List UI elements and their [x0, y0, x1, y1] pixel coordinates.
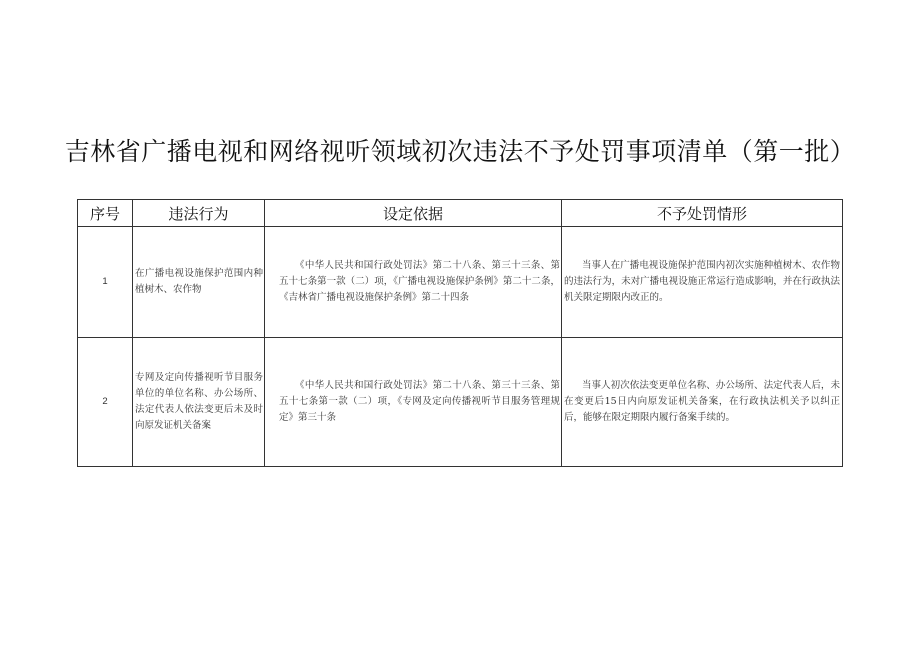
header-act: 违法行为 — [133, 200, 265, 227]
penalty-exemption-table — [77, 199, 843, 467]
page-title: 吉林省广播电视和网络视听领域初次违法不予处罚事项清单（第一批） — [64, 137, 856, 166]
row-situation-cell — [562, 338, 843, 467]
row-seq: 2 — [78, 338, 133, 467]
row-basis: 《中华人民共和国行政处罚法》第二十八条、第三十三条、第五十七条第一款（二）项，《广播电视设施保护条例》第二十二条，《吉林省广播电视设施保护条例》第二十四条 — [279, 260, 560, 303]
header-basis: 设定依据 — [265, 200, 562, 227]
row-situation-cell — [562, 227, 843, 338]
row-seq: 1 — [78, 227, 133, 338]
table-row — [78, 227, 843, 338]
row-basis-cell — [265, 338, 562, 467]
table-header-row — [78, 200, 843, 227]
table-row — [78, 338, 843, 467]
header-seq: 序号 — [78, 200, 133, 227]
row-act: 专网及定向传播视听节目服务单位的单位名称、办公场所、法定代表人依法变更后未及时向原发证机关备案 — [135, 372, 263, 431]
row-act-cell — [133, 338, 265, 467]
row-situation: 当事人在广播电视设施保护范围内初次实施种植树木、农作物的违法行为，未对广播电视设施正常运行造成影响，并在行政执法机关限定期限内改正的。 — [564, 260, 840, 303]
header-situation: 不予处罚情形 — [562, 200, 843, 227]
row-situation: 当事人初次依法变更单位名称、办公场所、法定代表人后，未在变更后15日内向原发证机关备案，在行政执法机关予以纠正后，能够在限定期限内履行备案手续的。 — [564, 380, 840, 423]
row-basis-cell — [265, 227, 562, 338]
row-basis: 《中华人民共和国行政处罚法》第二十八条、第三十三条、第五十七条第一款（二）项，《专网及定向传播视听节目服务管理规定》第三十条 — [279, 380, 560, 423]
row-act: 在广播电视设施保护范围内种植树木、农作物 — [135, 268, 263, 295]
row-act-cell — [133, 227, 265, 338]
